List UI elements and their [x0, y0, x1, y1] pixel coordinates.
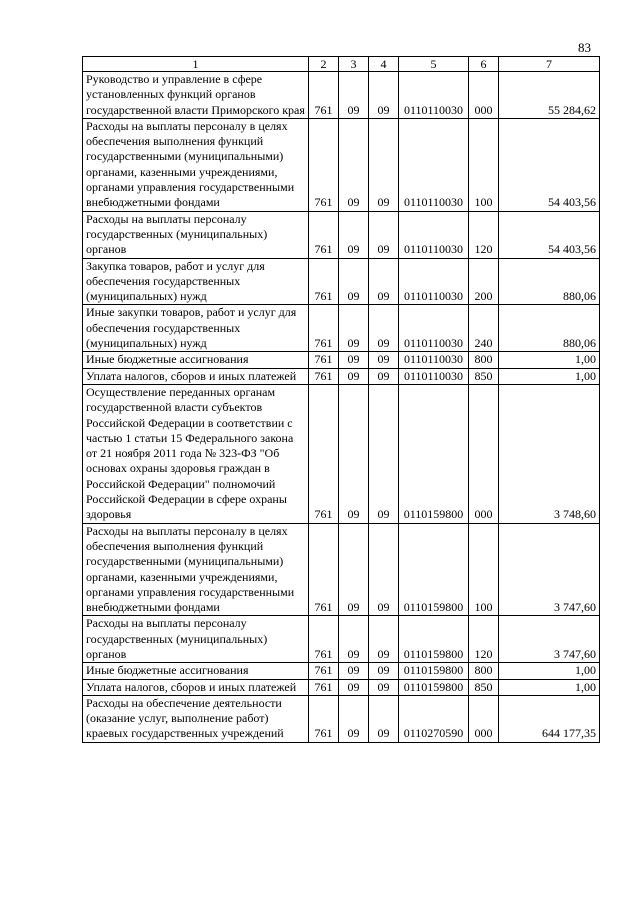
section-code-cell: 09 [339, 679, 369, 695]
table-row [83, 663, 600, 679]
target-article-cell: 0110110030 [399, 305, 469, 352]
table-row [83, 118, 600, 211]
gr-code-cell: 761 [309, 384, 339, 523]
column-header: 4 [369, 57, 399, 72]
amount-cell: 880,06 [499, 258, 600, 305]
row-name-cell: Расходы на выплаты персоналу в целях обеспечения выполнения функций государственными (муниципальными) органами, казенными учреждениями, органами управления государственными внебюджетными фондами [83, 523, 309, 616]
subsection-code-cell: 09 [369, 663, 399, 679]
target-article-cell: 0110270590 [399, 695, 469, 742]
section-code-cell: 09 [339, 258, 369, 305]
row-name-cell: Осуществление переданных органам государственной власти субъектов Российской Федерации в соответствии с частью 1 статьи 15 Федерального закона от 21 ноября 2011 года № 323-ФЗ "Об основах охраны здоровья граждан в Российской Федерации" полномочий Российской Федерации в сфере охраны здоровья [83, 384, 309, 523]
amount-cell: 3 748,60 [499, 384, 600, 523]
subsection-code-cell: 09 [369, 72, 399, 119]
target-article-cell: 0110110030 [399, 352, 469, 368]
subsection-code-cell: 09 [369, 523, 399, 616]
table-row [83, 368, 600, 384]
section-code-cell: 09 [339, 305, 369, 352]
amount-cell: 644 177,35 [499, 695, 600, 742]
target-article-cell: 0110159800 [399, 523, 469, 616]
gr-code-cell: 761 [309, 663, 339, 679]
subsection-code-cell: 09 [369, 305, 399, 352]
row-name-cell: Уплата налогов, сборов и иных платежей [83, 368, 309, 384]
column-header: 1 [83, 57, 309, 72]
section-code-cell: 09 [339, 523, 369, 616]
expense-type-cell: 850 [469, 368, 499, 384]
row-name-cell: Расходы на выплаты персоналу государственных (муниципальных) органов [83, 211, 309, 258]
section-code-cell: 09 [339, 663, 369, 679]
subsection-code-cell: 09 [369, 679, 399, 695]
expense-type-cell: 100 [469, 118, 499, 211]
expense-type-cell: 800 [469, 663, 499, 679]
table-row [83, 616, 600, 663]
gr-code-cell: 761 [309, 523, 339, 616]
row-name-cell: Иные бюджетные ассигнования [83, 352, 309, 368]
amount-cell: 54 403,56 [499, 211, 600, 258]
amount-cell: 54 403,56 [499, 118, 600, 211]
amount-cell: 3 747,60 [499, 616, 600, 663]
subsection-code-cell: 09 [369, 258, 399, 305]
target-article-cell: 0110110030 [399, 72, 469, 119]
amount-cell: 880,06 [499, 305, 600, 352]
table-row [83, 211, 600, 258]
section-code-cell: 09 [339, 352, 369, 368]
column-header: 3 [339, 57, 369, 72]
subsection-code-cell: 09 [369, 368, 399, 384]
table-row [83, 258, 600, 305]
gr-code-cell: 761 [309, 368, 339, 384]
page-number: 83 [578, 40, 591, 55]
row-name-cell: Иные бюджетные ассигнования [83, 663, 309, 679]
column-header: 7 [499, 57, 600, 72]
subsection-code-cell: 09 [369, 211, 399, 258]
target-article-cell: 0110110030 [399, 368, 469, 384]
amount-cell: 55 284,62 [499, 72, 600, 119]
target-article-cell: 0110159800 [399, 679, 469, 695]
amount-cell: 1,00 [499, 352, 600, 368]
gr-code-cell: 761 [309, 305, 339, 352]
row-name-cell: Руководство и управление в сфере установленных функций органов государственной власти Приморского края [83, 72, 309, 119]
section-code-cell: 09 [339, 72, 369, 119]
row-name-cell: Уплата налогов, сборов и иных платежей [83, 679, 309, 695]
target-article-cell: 0110110030 [399, 118, 469, 211]
section-code-cell: 09 [339, 616, 369, 663]
row-name-cell: Иные закупки товаров, работ и услуг для обеспечения государственных (муниципальных) нужд [83, 305, 309, 352]
table-body [83, 72, 600, 743]
expense-type-cell: 240 [469, 305, 499, 352]
section-code-cell: 09 [339, 384, 369, 523]
table-row [83, 305, 600, 352]
target-article-cell: 0110159800 [399, 384, 469, 523]
column-header: 5 [399, 57, 469, 72]
expense-type-cell: 200 [469, 258, 499, 305]
amount-cell: 1,00 [499, 679, 600, 695]
expense-type-cell: 120 [469, 211, 499, 258]
gr-code-cell: 761 [309, 352, 339, 368]
section-code-cell: 09 [339, 118, 369, 211]
column-header: 6 [469, 57, 499, 72]
subsection-code-cell: 09 [369, 616, 399, 663]
row-name-cell: Расходы на выплаты персоналу в целях обеспечения выполнения функций государственными (муниципальными) органами, казенными учреждениями, органами управления государственными внебюджетными фондами [83, 118, 309, 211]
table-row [83, 679, 600, 695]
table-row [83, 695, 600, 742]
gr-code-cell: 761 [309, 258, 339, 305]
table-row [83, 523, 600, 616]
section-code-cell: 09 [339, 211, 369, 258]
expense-type-cell: 000 [469, 72, 499, 119]
gr-code-cell: 761 [309, 118, 339, 211]
expense-type-cell: 000 [469, 384, 499, 523]
gr-code-cell: 761 [309, 616, 339, 663]
gr-code-cell: 761 [309, 695, 339, 742]
section-code-cell: 09 [339, 695, 369, 742]
row-name-cell: Расходы на выплаты персоналу государственных (муниципальных) органов [83, 616, 309, 663]
row-name-cell: Закупка товаров, работ и услуг для обеспечения государственных (муниципальных) нужд [83, 258, 309, 305]
expense-type-cell: 850 [469, 679, 499, 695]
amount-cell: 1,00 [499, 368, 600, 384]
amount-cell: 1,00 [499, 663, 600, 679]
subsection-code-cell: 09 [369, 118, 399, 211]
subsection-code-cell: 09 [369, 695, 399, 742]
expense-type-cell: 000 [469, 695, 499, 742]
table-row [83, 72, 600, 119]
column-header: 2 [309, 57, 339, 72]
subsection-code-cell: 09 [369, 384, 399, 523]
gr-code-cell: 761 [309, 679, 339, 695]
budget-table [82, 56, 600, 743]
target-article-cell: 0110110030 [399, 258, 469, 305]
expense-type-cell: 120 [469, 616, 499, 663]
table-row [83, 384, 600, 523]
subsection-code-cell: 09 [369, 352, 399, 368]
section-code-cell: 09 [339, 368, 369, 384]
expense-type-cell: 800 [469, 352, 499, 368]
gr-code-cell: 761 [309, 211, 339, 258]
header-row [83, 57, 600, 72]
gr-code-cell: 761 [309, 72, 339, 119]
table-row [83, 352, 600, 368]
target-article-cell: 0110110030 [399, 211, 469, 258]
row-name-cell: Расходы на обеспечение деятельности (оказание услуг, выполнение работ) краевых государственных учреждений [83, 695, 309, 742]
target-article-cell: 0110159800 [399, 663, 469, 679]
amount-cell: 3 747,60 [499, 523, 600, 616]
expense-type-cell: 100 [469, 523, 499, 616]
target-article-cell: 0110159800 [399, 616, 469, 663]
